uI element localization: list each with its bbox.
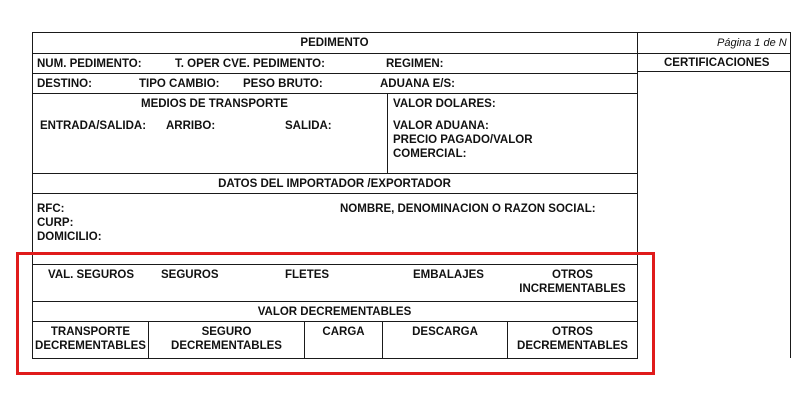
curp-label: CURP: xyxy=(37,217,74,229)
comercial-label: COMERCIAL: xyxy=(393,148,467,160)
form-title: PEDIMENTO xyxy=(300,37,369,49)
fletes-label: FLETES xyxy=(285,269,330,281)
rule xyxy=(790,32,791,358)
aduana-label: ADUANA E/S: xyxy=(380,78,455,90)
rule xyxy=(32,173,637,174)
rule xyxy=(32,93,637,94)
page-indicator: Página 1 de N xyxy=(717,37,787,49)
num-pedimento-label: NUM. PEDIMENTO: xyxy=(37,58,142,70)
transporte-title: MEDIOS DE TRANSPORTE xyxy=(141,98,288,110)
rule xyxy=(32,73,637,74)
domicilio-label: DOMICILIO: xyxy=(37,231,102,243)
highlight-box xyxy=(16,252,655,375)
decrementables-title: VALOR DECREMENTABLES xyxy=(257,306,412,318)
rule xyxy=(32,53,790,54)
tipo-cambio-label: TIPO CAMBIO: xyxy=(139,78,220,90)
importador-title: DATOS DEL IMPORTADOR /EXPORTADOR xyxy=(218,178,451,190)
seguros-label: SEGUROS xyxy=(161,269,219,281)
val-seguros-label: VAL. SEGUROS xyxy=(48,269,135,281)
entrada-salida-label: ENTRADA/SALIDA: xyxy=(40,120,147,132)
seguro-decrementables-line1: SEGURO xyxy=(201,326,252,338)
transporte-decrementables-line1: TRANSPORTE xyxy=(50,326,131,338)
rule xyxy=(637,71,790,72)
carga-label: CARGA xyxy=(322,326,365,338)
otros-decrementables-line2: DECREMENTABLES xyxy=(517,340,628,352)
regimen-label: REGIMEN: xyxy=(386,58,444,70)
descarga-label: DESCARGA xyxy=(412,326,478,338)
precio-pagado-label: PRECIO PAGADO/VALOR xyxy=(393,134,533,146)
otros-decrementables-line1: OTROS xyxy=(552,326,593,338)
rule xyxy=(32,32,790,33)
salida-label: SALIDA: xyxy=(285,120,332,132)
otros-incrementables-line1: OTROS xyxy=(552,269,593,281)
valor-dolares-label: VALOR DOLARES: xyxy=(393,98,496,110)
rule xyxy=(387,93,388,173)
destino-label: DESTINO: xyxy=(37,78,92,90)
embalajes-label: EMBALAJES xyxy=(413,269,484,281)
nombre-label: NOMBRE, DENOMINACION O RAZON SOCIAL: xyxy=(340,203,596,215)
transporte-decrementables-line2: DECREMENTABLES xyxy=(35,340,146,352)
certificaciones-label: CERTIFICACIONES xyxy=(664,57,770,69)
valor-aduana-label: VALOR ADUANA: xyxy=(393,120,489,132)
peso-bruto-label: PESO BRUTO: xyxy=(243,78,323,90)
t-oper-label: T. OPER CVE. PEDIMENTO: xyxy=(175,58,325,70)
arribo-label: ARRIBO: xyxy=(166,120,216,132)
rule xyxy=(32,193,637,194)
seguro-decrementables-line2: DECREMENTABLES xyxy=(171,340,282,352)
rfc-label: RFC: xyxy=(37,203,65,215)
otros-incrementables-line2: INCREMENTABLES xyxy=(519,283,626,295)
